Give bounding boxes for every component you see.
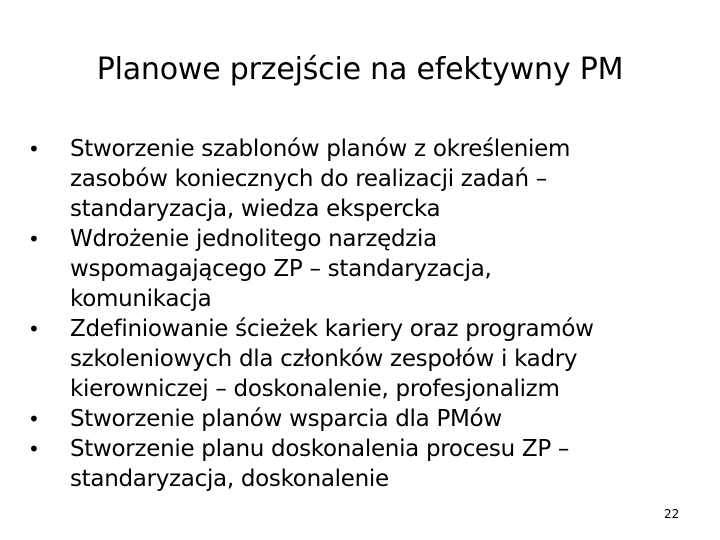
bullet-item [24,404,664,434]
bullet-text-line: kierowniczej – doskonalenie, profesjonalizm [70,376,560,402]
slide-title: Planowe przejście na efektywny PM [96,52,624,87]
bullet-marker: • [28,227,40,251]
bullet-list [24,134,664,494]
bullet-text-line: Zdefiniowanie ścieżek kariery oraz programów [70,316,594,342]
bullet-marker: • [28,317,40,341]
bullet-text-line: standaryzacja, doskonalenie [70,466,389,492]
bullet-text-line: Stworzenie planów wsparcia dla PMów [70,406,502,432]
bullet-text-line: Stworzenie planu doskonalenia procesu ZP – [70,436,570,462]
bullet-text-line: Wdrożenie jednolitego narzędzia [70,226,437,252]
bullet-item [24,134,664,224]
bullet-text-line: standaryzacja, wiedza ekspercka [70,196,441,222]
bullet-marker: • [28,407,40,431]
bullet-text-line: szkoleniowych dla członków zespołów i kadry [70,346,578,372]
bullet-item [24,224,664,314]
bullet-item [24,314,664,404]
bullet-text-line: zasobów koniecznych do realizacji zadań – [70,166,547,192]
bullet-text-line: komunikacja [70,286,212,312]
bullet-marker: • [28,137,40,161]
page-number: 22 [664,507,680,521]
bullet-text-line: Stworzenie szablonów planów z określeniem [70,136,571,162]
bullet-text-line: wspomagającego ZP – standaryzacja, [70,256,492,282]
bullet-item [24,434,664,494]
bullet-marker: • [28,437,40,461]
